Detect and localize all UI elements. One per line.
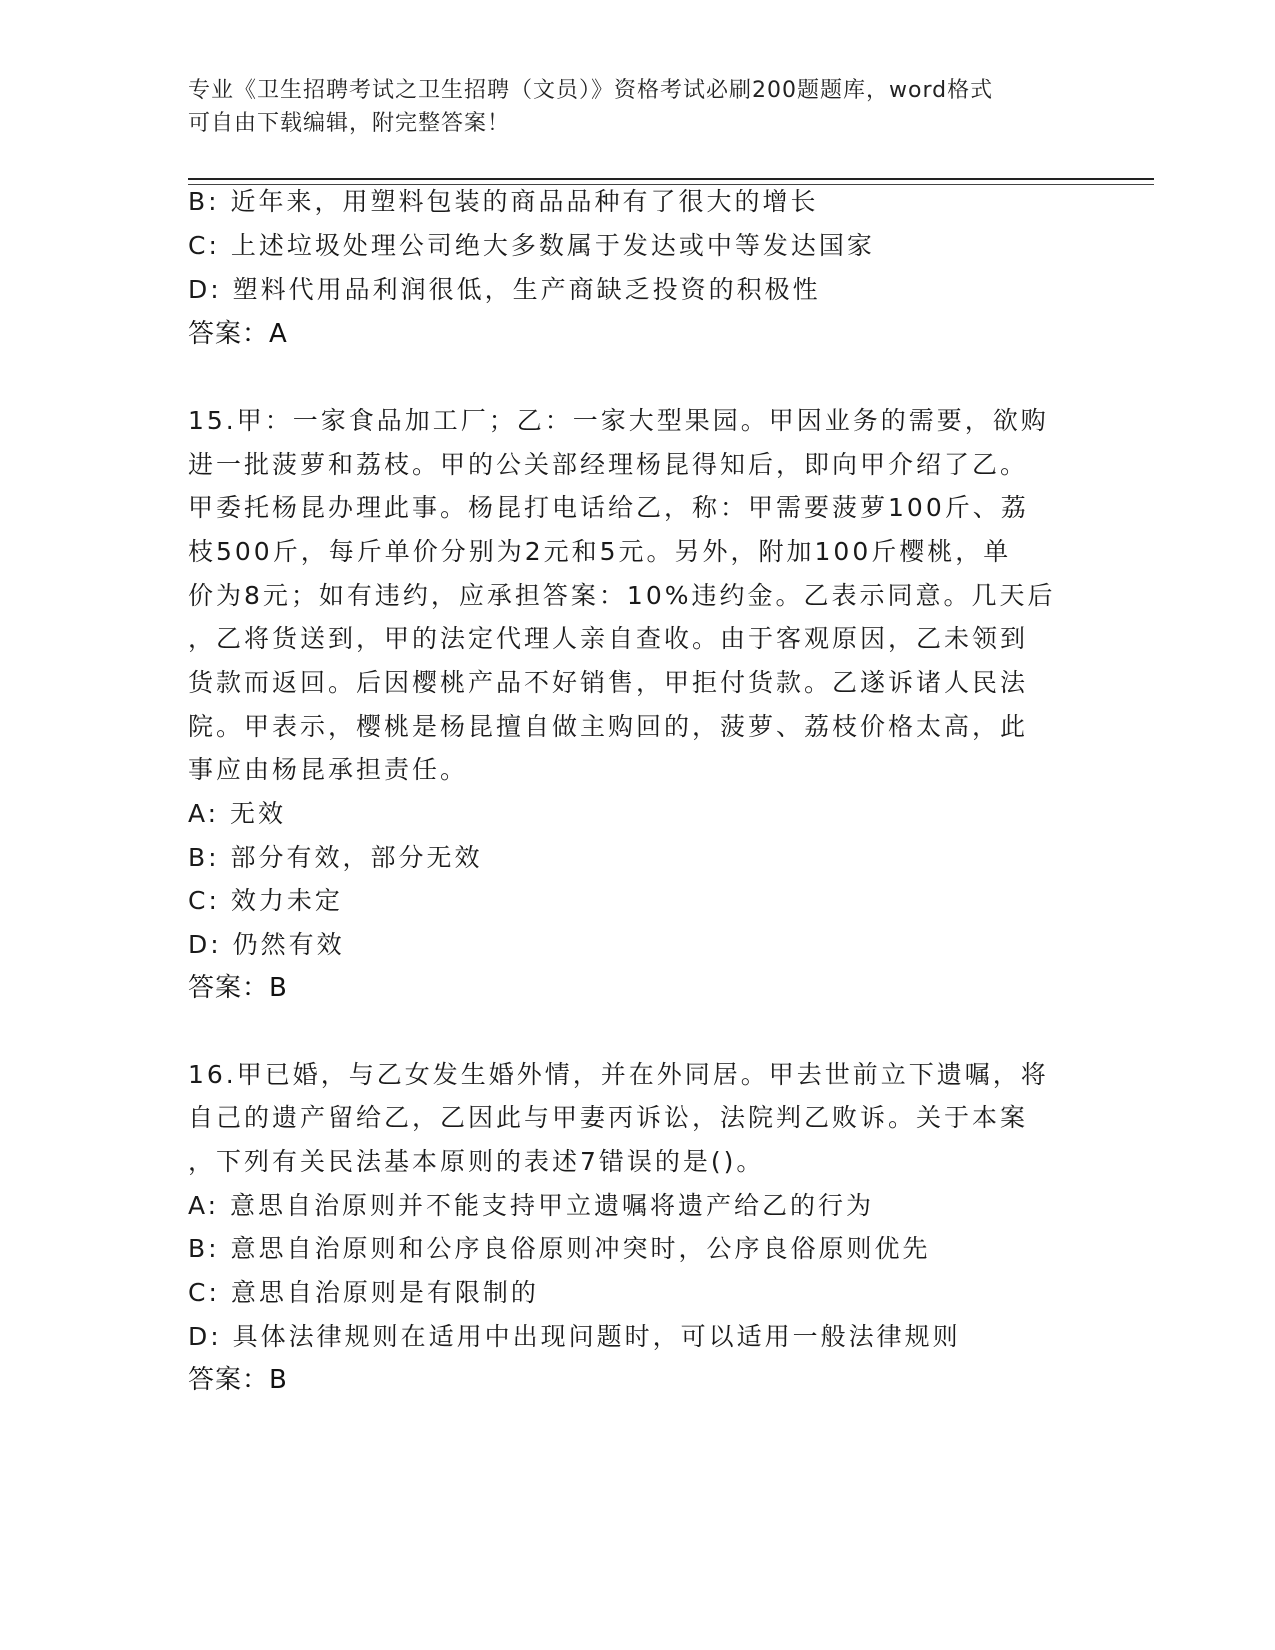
header-title-line-1: 专业《卫生招聘考试之卫生招聘（文员）》资格考试必刷200题题库，word格式 bbox=[188, 78, 994, 103]
q16-option-d: D: 具体法律规则在适用中出现问题时，可以适用一般法律规则 bbox=[188, 1322, 961, 1351]
q16-answer: 答案：B bbox=[188, 1365, 288, 1395]
q15-stem-line: 价为8元；如有违约，应承担答案：10%违约金。乙表示同意。几天后 bbox=[188, 581, 1056, 610]
q16-option-a: A: 意思自治原则并不能支持甲立遗嘱将遗产给乙的行为 bbox=[188, 1191, 875, 1220]
q15-answer: 答案：B bbox=[188, 973, 288, 1003]
q16-stem-line: ，下列有关民法基本原则的表述7错误的是()。 bbox=[188, 1147, 765, 1176]
q16-option-c: C: 意思自治原则是有限制的 bbox=[188, 1278, 539, 1307]
header-title-line-2: 可自由下载编辑，附完整答案！ bbox=[188, 111, 511, 136]
q16-stem-line: 16.甲已婚，与乙女发生婚外情，并在外同居。甲去世前立下遗嘱，将 bbox=[188, 1060, 1049, 1089]
q16-option-b: B: 意思自治原则和公序良俗原则冲突时，公序良俗原则优先 bbox=[188, 1234, 931, 1263]
q15-stem-line: ，乙将货送到，甲的法定代理人亲自查收。由于客观原因，乙未领到 bbox=[188, 624, 1029, 653]
document-header bbox=[188, 74, 1088, 140]
q14-option-c: C: 上述垃圾处理公司绝大多数属于发达或中等发达国家 bbox=[188, 231, 875, 260]
q14-option-d: D: 塑料代用品利润很低，生产商缺乏投资的积极性 bbox=[188, 275, 821, 304]
q15-stem-line: 货款而返回。后因樱桃产品不好销售，甲拒付货款。乙遂诉诸人民法 bbox=[188, 668, 1029, 697]
q16-stem-line: 自己的遗产留给乙，乙因此与甲妻丙诉讼，法院判乙败诉。关于本案 bbox=[188, 1103, 1029, 1132]
q14-answer: 答案：A bbox=[188, 319, 288, 349]
q15-stem-line: 事应由杨昆承担责任。 bbox=[188, 755, 469, 784]
q14-option-b: B: 近年来，用塑料包装的商品品种有了很大的增长 bbox=[188, 187, 819, 216]
q15-option-b: B: 部分有效，部分无效 bbox=[188, 843, 483, 872]
q15-stem-line: 进一批菠萝和荔枝。甲的公关部经理杨昆得知后，即向甲介绍了乙。 bbox=[188, 450, 1029, 479]
q15-option-a: A: 无效 bbox=[188, 799, 287, 828]
q15-stem-line: 院。甲表示，樱桃是杨昆擅自做主购回的，菠萝、荔枝价格太高，此 bbox=[188, 712, 1029, 741]
q15-option-c: C: 效力未定 bbox=[188, 886, 343, 915]
q15-stem-line: 甲委托杨昆办理此事。杨昆打电话给乙，称：甲需要菠萝100斤、荔 bbox=[188, 493, 1029, 522]
q15-option-d: D: 仍然有效 bbox=[188, 930, 345, 959]
header-divider-thin bbox=[188, 184, 1154, 185]
q15-stem-line: 15.甲：一家食品加工厂；乙：一家大型果园。甲因业务的需要，欲购 bbox=[188, 406, 1049, 435]
header-divider-thick bbox=[188, 178, 1154, 180]
q15-stem-line: 枝500斤，每斤单价分别为2元和5元。另外，附加100斤樱桃，单 bbox=[188, 537, 1012, 566]
